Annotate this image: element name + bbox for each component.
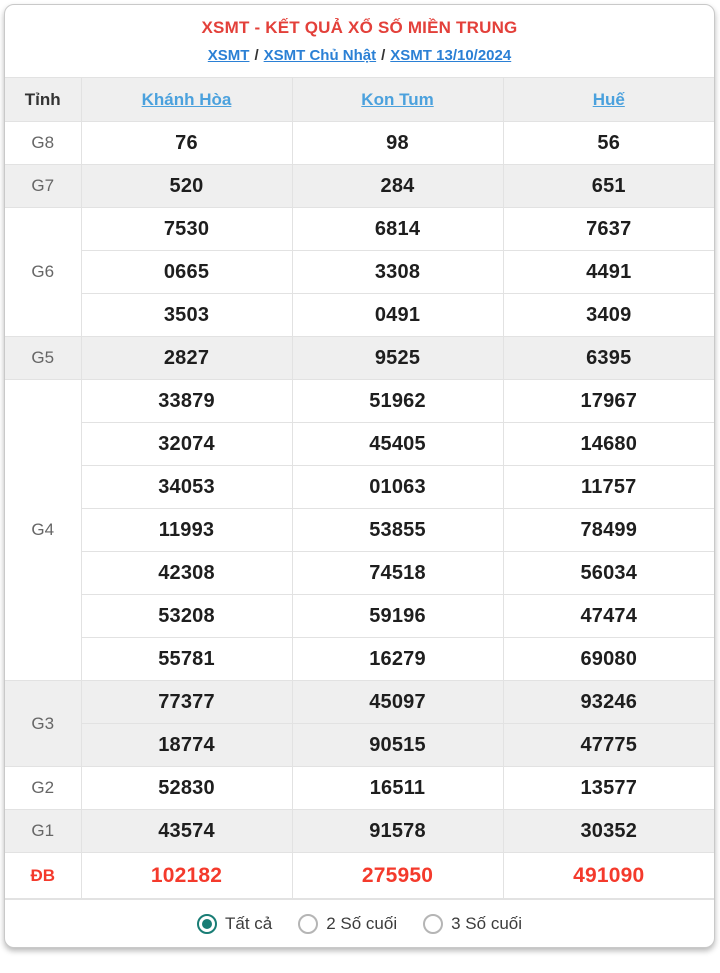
breadcrumb-separator: / (381, 47, 386, 64)
result-cell: 284 (292, 165, 503, 208)
table-row (5, 552, 714, 595)
table-row (5, 294, 714, 337)
result-cell: 2827 (81, 337, 292, 380)
result-cell: 14680 (503, 423, 714, 466)
result-cell: 30352 (503, 810, 714, 853)
table-row (5, 380, 714, 423)
result-cell: 93246 (503, 681, 714, 724)
table-row (5, 724, 714, 767)
result-cell: 11993 (81, 509, 292, 552)
result-cell: 45097 (292, 681, 503, 724)
result-cell: 74518 (292, 552, 503, 595)
result-cell: 53208 (81, 595, 292, 638)
card-header (5, 5, 714, 77)
result-cell: 90515 (292, 724, 503, 767)
result-cell: 69080 (503, 638, 714, 681)
result-cell: 0491 (292, 294, 503, 337)
result-cell: 51962 (292, 380, 503, 423)
prize-label-g8: G8 (5, 122, 81, 165)
table-row (5, 337, 714, 380)
prize-label-g6: G6 (5, 208, 81, 337)
result-cell: 52830 (81, 767, 292, 810)
radio-icon[interactable] (423, 914, 443, 934)
prize-label-g4: G4 (5, 380, 81, 681)
province-link-khanh-hoa[interactable]: Khánh Hòa (141, 89, 232, 109)
table-header-row (5, 78, 714, 122)
result-cell: 9525 (292, 337, 503, 380)
table-row (5, 251, 714, 294)
result-cell: 6395 (503, 337, 714, 380)
result-cell: 6814 (292, 208, 503, 251)
result-cell: 3308 (292, 251, 503, 294)
result-cell: 16511 (292, 767, 503, 810)
table-row (5, 208, 714, 251)
result-cell: 76 (81, 122, 292, 165)
filter-bar (5, 899, 714, 947)
result-cell: 0665 (81, 251, 292, 294)
column-header (503, 78, 714, 122)
table-row (5, 122, 714, 165)
column-header (81, 78, 292, 122)
radio-option-last-2-digits[interactable] (298, 914, 397, 934)
result-cell: 275950 (292, 853, 503, 899)
result-cell: 42308 (81, 552, 292, 595)
result-cell: 32074 (81, 423, 292, 466)
radio-icon[interactable] (298, 914, 318, 934)
province-link-kon-tum[interactable]: Kon Tum (361, 89, 434, 109)
prize-label-g2: G2 (5, 767, 81, 810)
result-cell: 91578 (292, 810, 503, 853)
result-cell: 53855 (292, 509, 503, 552)
results-body (5, 122, 714, 899)
result-cell: 13577 (503, 767, 714, 810)
radio-label[interactable]: 2 Số cuối (326, 913, 398, 933)
column-header-province: Tỉnh (5, 78, 81, 122)
table-row (5, 638, 714, 681)
result-cell: 520 (81, 165, 292, 208)
table-row (5, 767, 714, 810)
breadcrumb-separator: / (254, 47, 259, 64)
table-row (5, 466, 714, 509)
result-cell: 55781 (81, 638, 292, 681)
radio-option-all[interactable] (197, 914, 272, 934)
page-title: XSMT - KẾT QUẢ XỔ SỐ MIỀN TRUNG (201, 18, 518, 37)
result-cell: 3409 (503, 294, 714, 337)
table-row (5, 853, 714, 899)
result-cell: 98 (292, 122, 503, 165)
results-table (5, 77, 714, 899)
radio-option-last-3-digits[interactable] (423, 914, 522, 934)
result-cell: 47775 (503, 724, 714, 767)
result-cell: 45405 (292, 423, 503, 466)
result-cell: 33879 (81, 380, 292, 423)
prize-label-g5: G5 (5, 337, 81, 380)
result-cell: 47474 (503, 595, 714, 638)
result-cell: 59196 (292, 595, 503, 638)
prize-label-đb: ĐB (5, 853, 81, 899)
breadcrumb-link-date[interactable]: XSMT 13/10/2024 (390, 47, 512, 64)
radio-label[interactable]: 3 Số cuối (451, 913, 523, 933)
result-cell: 18774 (81, 724, 292, 767)
column-header (292, 78, 503, 122)
result-cell: 43574 (81, 810, 292, 853)
breadcrumb (5, 47, 714, 64)
table-row (5, 423, 714, 466)
lottery-results-card (4, 4, 715, 948)
result-cell: 7637 (503, 208, 714, 251)
breadcrumb-link-xsmt[interactable]: XSMT (207, 47, 250, 64)
table-row (5, 509, 714, 552)
result-cell: 17967 (503, 380, 714, 423)
result-cell: 01063 (292, 466, 503, 509)
result-cell: 3503 (81, 294, 292, 337)
province-link-hue[interactable]: Huế (592, 89, 625, 109)
result-cell: 7530 (81, 208, 292, 251)
table-row (5, 681, 714, 724)
result-cell: 651 (503, 165, 714, 208)
table-row (5, 810, 714, 853)
result-cell: 56 (503, 122, 714, 165)
result-cell: 491090 (503, 853, 714, 899)
breadcrumb-link-weekday[interactable]: XSMT Chủ Nhật (263, 47, 377, 64)
prize-label-g1: G1 (5, 810, 81, 853)
radio-icon[interactable] (197, 914, 217, 934)
table-row (5, 165, 714, 208)
result-cell: 11757 (503, 466, 714, 509)
result-cell: 16279 (292, 638, 503, 681)
result-cell: 4491 (503, 251, 714, 294)
result-cell: 102182 (81, 853, 292, 899)
result-cell: 34053 (81, 466, 292, 509)
prize-label-g7: G7 (5, 165, 81, 208)
result-cell: 77377 (81, 681, 292, 724)
result-cell: 78499 (503, 509, 714, 552)
prize-label-g3: G3 (5, 681, 81, 767)
table-row (5, 595, 714, 638)
radio-label[interactable]: Tất cả (224, 913, 273, 933)
result-cell: 56034 (503, 552, 714, 595)
